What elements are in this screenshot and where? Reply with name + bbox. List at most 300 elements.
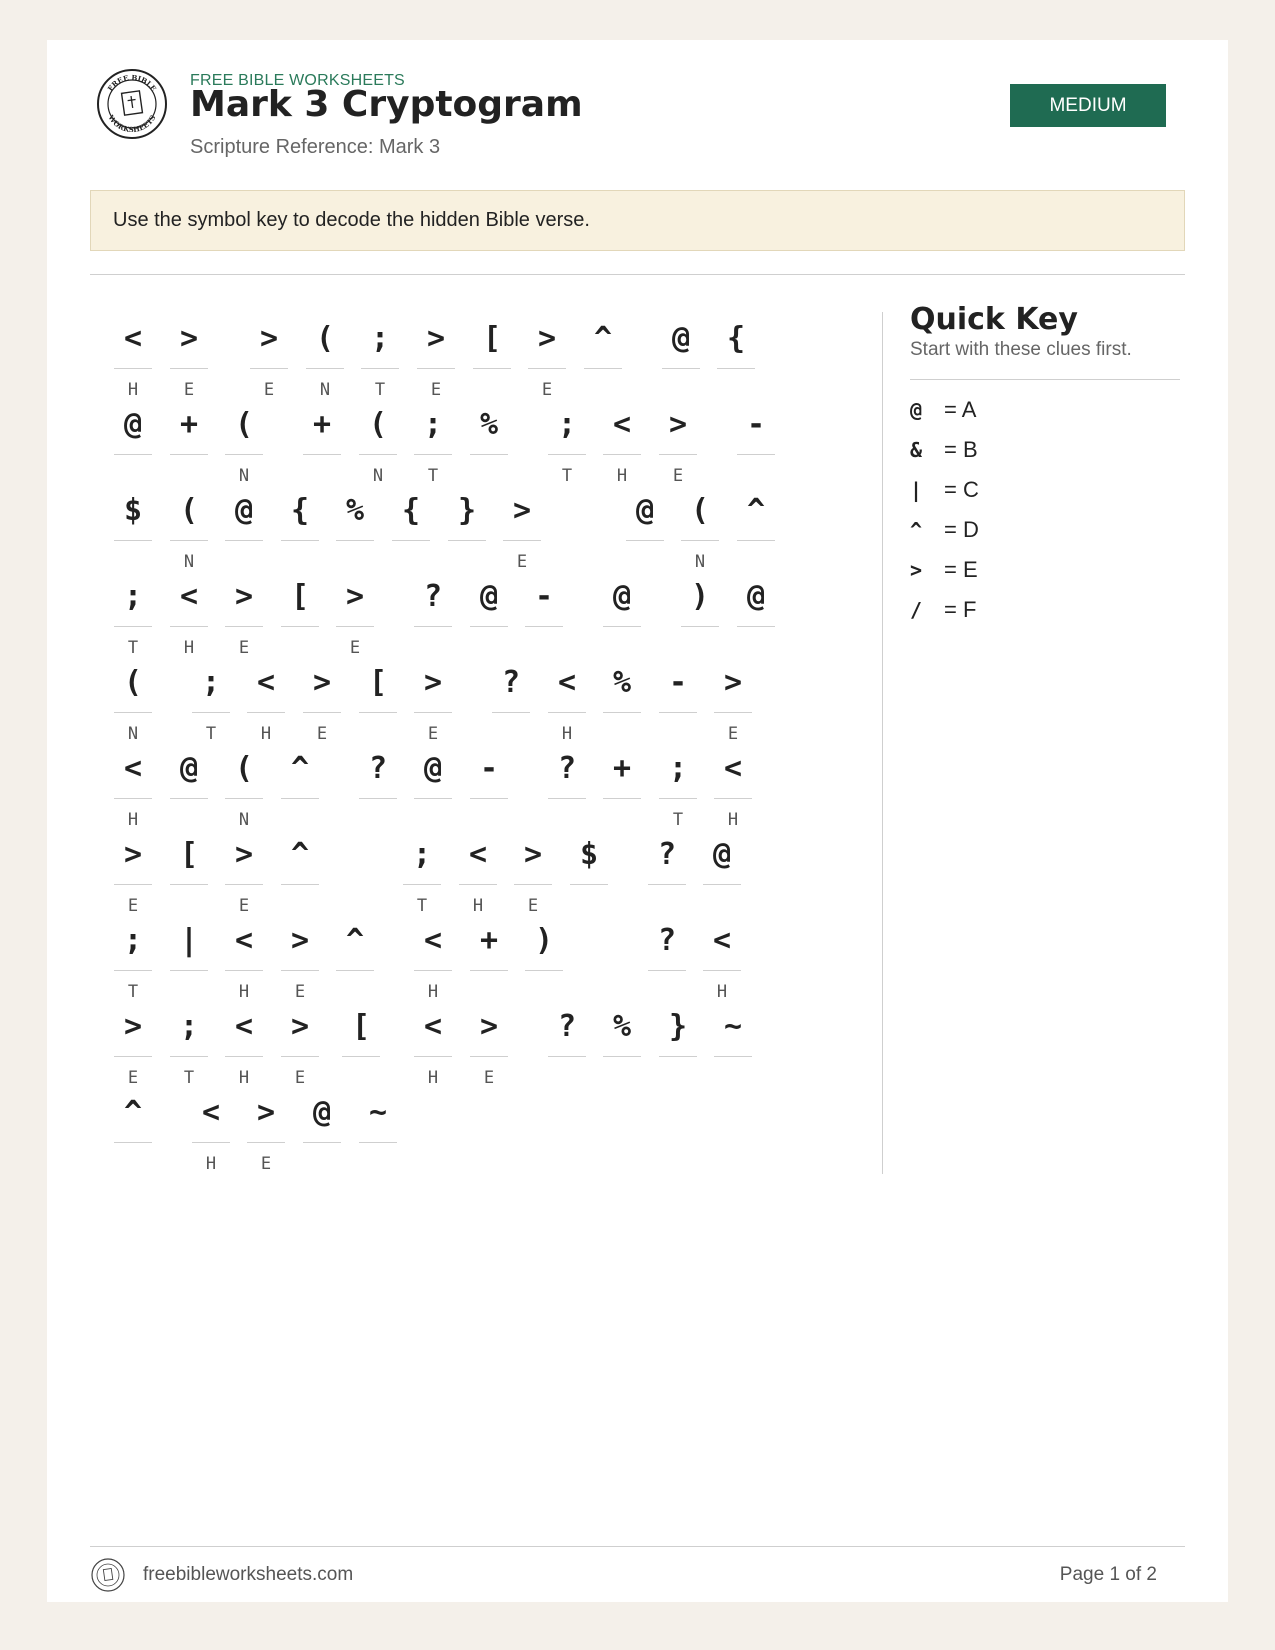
answer-line [359, 712, 397, 713]
cipher-symbol: < [201, 1094, 221, 1130]
puzzle-cell [659, 658, 697, 744]
puzzle-cell [737, 486, 775, 572]
answer-letter: E [127, 1068, 139, 1088]
puzzle-row [114, 314, 854, 400]
puzzle-cell [414, 1002, 452, 1088]
answer-line [225, 884, 263, 885]
cipher-symbol: ) [690, 578, 710, 614]
answer-line [703, 970, 741, 971]
cipher-symbol: < [423, 922, 443, 958]
answer-line [525, 626, 563, 627]
answer-line [114, 454, 152, 455]
answer-line [528, 368, 566, 369]
puzzle-cell [548, 1002, 586, 1088]
cipher-symbol: < [712, 922, 732, 958]
answer-letter: H [427, 982, 439, 1002]
cipher-symbol: > [123, 836, 143, 872]
puzzle-cell [603, 744, 641, 830]
cipher-symbol: > [523, 836, 543, 872]
answer-letter: N [127, 724, 139, 744]
answer-line [170, 1056, 208, 1057]
puzzle-cell [281, 572, 319, 658]
cipher-symbol: < [557, 664, 577, 700]
answer-letter: H [472, 896, 484, 916]
cipher-symbol: { [290, 492, 310, 528]
puzzle-cell [170, 830, 208, 916]
cipher-symbol: ; [123, 578, 143, 614]
puzzle-cell [225, 744, 263, 830]
answer-line [714, 798, 752, 799]
cipher-symbol: > [723, 664, 743, 700]
puzzle-cell [192, 658, 230, 744]
answer-line [247, 1142, 285, 1143]
answer-line [548, 712, 586, 713]
puzzle-cell [414, 658, 452, 744]
answer-line [414, 712, 452, 713]
cipher-symbol: ( [123, 664, 143, 700]
answer-letter: T [127, 638, 139, 658]
puzzle-cell [417, 314, 455, 400]
puzzle-cell [403, 830, 441, 916]
cipher-symbol: @ [635, 492, 655, 528]
cipher-symbol: ; [123, 922, 143, 958]
cipher-symbol: [ [482, 320, 502, 356]
answer-line [714, 1056, 752, 1057]
puzzle-cell [170, 400, 208, 486]
answer-line [648, 970, 686, 971]
puzzle-cell [114, 1088, 152, 1174]
cipher-symbol: < [723, 750, 743, 786]
puzzle-cell [714, 744, 752, 830]
puzzle-cell [342, 1002, 380, 1088]
cipher-symbol: { [726, 320, 746, 356]
puzzle-row [114, 572, 854, 658]
answer-line [225, 1056, 263, 1057]
puzzle-cell [281, 830, 319, 916]
puzzle-cell [492, 658, 530, 744]
quick-key-entry [910, 590, 1185, 630]
answer-letter: H [427, 1068, 439, 1088]
answer-line [359, 454, 397, 455]
cipher-symbol: > [668, 406, 688, 442]
answer-line [470, 626, 508, 627]
answer-line [492, 712, 530, 713]
cipher-symbol: > [423, 664, 443, 700]
quick-key-entry [910, 430, 1185, 470]
cipher-symbol: [ [290, 578, 310, 614]
puzzle-cell [114, 830, 152, 916]
puzzle-cell [570, 830, 608, 916]
answer-letter: E [260, 1154, 272, 1174]
cipher-symbol: { [401, 492, 421, 528]
puzzle-cell [361, 314, 399, 400]
answer-letter: E [516, 552, 528, 572]
puzzle-cell [303, 658, 341, 744]
puzzle-cell [503, 486, 541, 572]
answer-letter: E [541, 380, 553, 400]
puzzle-cell [584, 314, 622, 400]
answer-line [170, 368, 208, 369]
puzzle-cell [359, 658, 397, 744]
puzzle-cell [225, 400, 263, 486]
cipher-symbol: @ [746, 578, 766, 614]
answer-line [681, 626, 719, 627]
cipher-symbol: @ [712, 836, 732, 872]
cipher-symbol: ; [557, 406, 577, 442]
cipher-symbol: ( [315, 320, 335, 356]
cipher-symbol: @ [612, 578, 632, 614]
answer-line [714, 712, 752, 713]
cipher-symbol: > [290, 922, 310, 958]
cipher-symbol: ; [179, 1008, 199, 1044]
cipher-symbol: } [457, 492, 477, 528]
answer-line [648, 884, 686, 885]
cipher-symbol: + [179, 406, 199, 442]
answer-line [306, 368, 344, 369]
header [47, 40, 1228, 180]
answer-letter: E [263, 380, 275, 400]
instruction-box [90, 190, 1185, 251]
answer-line [281, 884, 319, 885]
answer-line [603, 1056, 641, 1057]
answer-letter: E [349, 638, 361, 658]
answer-letter: E [527, 896, 539, 916]
answer-line [114, 798, 152, 799]
cipher-symbol: ; [423, 406, 443, 442]
cipher-symbol: > [537, 320, 557, 356]
cipher-symbol: @ [312, 1094, 332, 1130]
answer-letter: T [374, 380, 386, 400]
cipher-symbol: ? [501, 664, 521, 700]
svg-text:FREE BIBLE: FREE BIBLE [105, 72, 159, 93]
header-divider [90, 274, 1185, 275]
answer-line [192, 712, 230, 713]
puzzle-row [114, 1002, 854, 1088]
svg-text:WORKSHEETS: WORKSHEETS [106, 113, 158, 135]
key-symbol: / [910, 598, 923, 622]
answer-line [114, 884, 152, 885]
puzzle-cell [470, 1002, 508, 1088]
cipher-symbol: @ [479, 578, 499, 614]
cipher-symbol: - [746, 406, 766, 442]
puzzle-cell [359, 400, 397, 486]
puzzle-cell [414, 572, 452, 658]
puzzle-cell [448, 486, 486, 572]
cipher-symbol: ; [201, 664, 221, 700]
cipher-symbol: > [179, 320, 199, 356]
puzzle-cell [336, 486, 374, 572]
puzzle-cell [470, 916, 508, 1002]
cipher-symbol: @ [123, 406, 143, 442]
puzzle-cell [659, 400, 697, 486]
quick-key-entry [910, 550, 1185, 590]
puzzle-cell [681, 486, 719, 572]
puzzle-cell [170, 572, 208, 658]
answer-line [281, 970, 319, 971]
cipher-symbol: < [612, 406, 632, 442]
answer-line [514, 884, 552, 885]
answer-line [303, 1142, 341, 1143]
puzzle-cell [114, 1002, 152, 1088]
cipher-symbol: ^ [123, 1094, 143, 1130]
answer-line [681, 540, 719, 541]
answer-line [414, 454, 452, 455]
cipher-symbol: [ [368, 664, 388, 700]
answer-line [303, 712, 341, 713]
answer-letter: T [416, 896, 428, 916]
answer-letter: E [672, 466, 684, 486]
cipher-symbol: < [123, 750, 143, 786]
cipher-symbol: | [179, 922, 199, 958]
cipher-symbol: - [479, 750, 499, 786]
answer-line [470, 1056, 508, 1057]
answer-line [603, 454, 641, 455]
answer-line [114, 368, 152, 369]
cipher-symbol: ( [234, 406, 254, 442]
cipher-symbol: % [612, 1008, 632, 1044]
cipher-symbol: % [612, 664, 632, 700]
cipher-symbol: > [234, 836, 254, 872]
page-number: Page 1 of 2 [1059, 1564, 1157, 1585]
answer-letter: E [294, 1068, 306, 1088]
puzzle-cell [114, 400, 152, 486]
puzzle-cell [170, 916, 208, 1002]
puzzle-cell [525, 572, 563, 658]
puzzle-row [114, 916, 854, 1002]
cipher-symbol: > [290, 1008, 310, 1044]
answer-line [170, 970, 208, 971]
answer-line [392, 540, 430, 541]
cipher-symbol: ? [657, 922, 677, 958]
answer-line [603, 626, 641, 627]
puzzle-cell [603, 1002, 641, 1088]
answer-line [114, 712, 152, 713]
cipher-symbol: ^ [290, 750, 310, 786]
page-title: Mark 3 Cryptogram [190, 84, 583, 125]
answer-letter: T [561, 466, 573, 486]
answer-letter: N [238, 466, 250, 486]
answer-letter: H [561, 724, 573, 744]
answer-letter: E [483, 1068, 495, 1088]
cipher-symbol: + [479, 922, 499, 958]
answer-line [626, 540, 664, 541]
key-value: = A [944, 397, 977, 422]
answer-line [603, 712, 641, 713]
puzzle-cell [170, 1002, 208, 1088]
answer-letter: H [260, 724, 272, 744]
answer-line [717, 368, 755, 369]
footer-divider [90, 1546, 1185, 1547]
answer-letter: E [127, 896, 139, 916]
puzzle-cell [662, 314, 700, 400]
answer-line [336, 626, 374, 627]
cipher-symbol: @ [423, 750, 443, 786]
puzzle-cell [359, 744, 397, 830]
puzzle-cell [225, 486, 263, 572]
cipher-symbol: < [234, 1008, 254, 1044]
cipher-symbol: < [468, 836, 488, 872]
answer-line [737, 540, 775, 541]
cipher-symbol: ; [412, 836, 432, 872]
puzzle-cell [714, 658, 752, 744]
answer-letter: H [127, 380, 139, 400]
answer-line [448, 540, 486, 541]
puzzle-cell [514, 830, 552, 916]
answer-line [192, 1142, 230, 1143]
quick-key-panel [910, 302, 1185, 630]
bible-worksheets-logo-icon [96, 68, 168, 140]
cipher-symbol: > [512, 492, 532, 528]
puzzle-cell [336, 916, 374, 1002]
cipher-symbol: $ [123, 492, 143, 528]
cipher-symbol: ^ [746, 492, 766, 528]
key-value: = D [944, 517, 979, 542]
cipher-symbol: } [668, 1008, 688, 1044]
puzzle-cell [114, 486, 152, 572]
cipher-symbol: ) [534, 922, 554, 958]
puzzle-cell [114, 314, 152, 400]
cipher-symbol: ? [657, 836, 677, 872]
cipher-symbol: ? [368, 750, 388, 786]
answer-letter: T [183, 1068, 195, 1088]
answer-line [470, 798, 508, 799]
puzzle-cell [703, 916, 741, 1002]
puzzle-row [114, 486, 854, 572]
puzzle-cell [281, 916, 319, 1002]
answer-line [281, 1056, 319, 1057]
cipher-symbol: ( [368, 406, 388, 442]
cipher-symbol: ^ [290, 836, 310, 872]
cipher-symbol: > [426, 320, 446, 356]
puzzle-cell [681, 572, 719, 658]
cipher-symbol: < [179, 578, 199, 614]
cipher-symbol: ( [234, 750, 254, 786]
column-divider [882, 312, 883, 1174]
cipher-symbol: % [479, 406, 499, 442]
answer-line [414, 970, 452, 971]
answer-line [470, 970, 508, 971]
puzzle-cell [192, 1088, 230, 1174]
puzzle-cell [392, 486, 430, 572]
key-value: = F [944, 597, 977, 622]
answer-line [303, 454, 341, 455]
answer-letter: N [372, 466, 384, 486]
puzzle-cell [414, 744, 452, 830]
answer-line [403, 884, 441, 885]
cipher-symbol: ( [179, 492, 199, 528]
puzzle-cell [626, 486, 664, 572]
answer-line [737, 626, 775, 627]
answer-line [114, 1142, 152, 1143]
answer-letter: H [127, 810, 139, 830]
quick-key-entry [910, 470, 1185, 510]
brand-label: FREE BIBLE WORKSHEETS [190, 72, 405, 89]
puzzle-cell [247, 1088, 285, 1174]
cipher-symbol: ^ [345, 922, 365, 958]
cipher-symbol: > [256, 1094, 276, 1130]
answer-line [361, 368, 399, 369]
puzzle-cell [359, 1088, 397, 1174]
answer-line [659, 798, 697, 799]
puzzle-cell [281, 486, 319, 572]
puzzle-cell [737, 572, 775, 658]
puzzle-cell [225, 830, 263, 916]
puzzle-cell [414, 916, 452, 1002]
answer-line [603, 798, 641, 799]
answer-line [359, 798, 397, 799]
cipher-symbol: ? [557, 1008, 577, 1044]
puzzle-cell [528, 314, 566, 400]
cipher-symbol: > [234, 578, 254, 614]
puzzle-cell [703, 830, 741, 916]
puzzle-cell [170, 314, 208, 400]
puzzle-cell [737, 400, 775, 486]
cipher-symbol: > [123, 1008, 143, 1044]
answer-line [703, 884, 741, 885]
puzzle-cell [303, 1088, 341, 1174]
puzzle-cell [648, 916, 686, 1002]
cipher-symbol: [ [179, 836, 199, 872]
answer-line [225, 626, 263, 627]
cipher-symbol: ~ [723, 1008, 743, 1044]
puzzle-row [114, 658, 854, 744]
cipher-symbol: $ [579, 836, 599, 872]
answer-line [414, 626, 452, 627]
answer-letter: H [183, 638, 195, 658]
puzzle-cell [648, 830, 686, 916]
answer-letter: T [127, 982, 139, 1002]
answer-line [170, 454, 208, 455]
puzzle-cell [225, 916, 263, 1002]
answer-line [659, 1056, 697, 1057]
key-symbol: @ [910, 398, 923, 422]
puzzle-cell [659, 1002, 697, 1088]
answer-letter: H [727, 810, 739, 830]
answer-letter: E [427, 724, 439, 744]
cipher-symbol: > [259, 320, 279, 356]
cipher-symbol: > [479, 1008, 499, 1044]
puzzle-cell [114, 572, 152, 658]
puzzle-cell [114, 916, 152, 1002]
quick-key-entry [910, 510, 1185, 550]
answer-line [570, 884, 608, 885]
answer-letter: E [238, 638, 250, 658]
answer-line [336, 970, 374, 971]
answer-line [417, 368, 455, 369]
puzzle-cell [250, 314, 288, 400]
cipher-symbol: ( [690, 492, 710, 528]
puzzle-cell [603, 658, 641, 744]
answer-line [359, 1142, 397, 1143]
key-value: = E [944, 557, 978, 582]
puzzle-cell [114, 744, 152, 830]
answer-line [114, 540, 152, 541]
puzzle-row [114, 830, 854, 916]
answer-line [114, 1056, 152, 1057]
puzzle-cell [114, 658, 152, 744]
cipher-symbol: @ [179, 750, 199, 786]
answer-line [548, 798, 586, 799]
answer-line [225, 798, 263, 799]
answer-line [170, 626, 208, 627]
puzzle-cell [336, 572, 374, 658]
answer-line [659, 712, 697, 713]
cryptogram-puzzle [114, 314, 854, 1174]
puzzle-cell [525, 916, 563, 1002]
puzzle-cell [170, 744, 208, 830]
cipher-symbol: @ [671, 320, 691, 356]
key-symbol: ^ [910, 518, 923, 542]
